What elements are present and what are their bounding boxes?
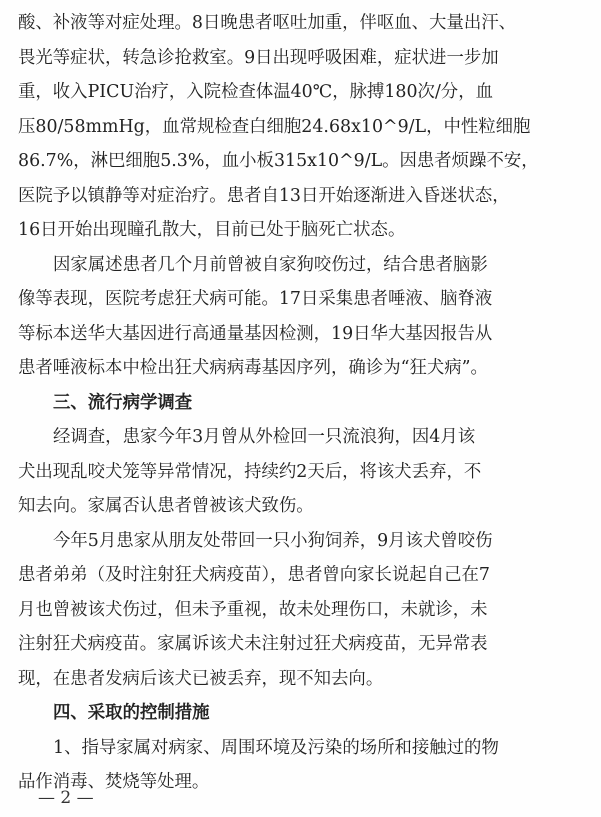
body-line: 重，收入PICU治疗，入院检查体温40℃，脉搏180次/分，血 [18,82,493,102]
paragraph-start-line: 今年5月患家从朋友处带回一只小狗饲养，9月该犬曾咬伤 [53,530,493,551]
body-line: 16日开始出现瞳孔散大，目前已处于脑死亡状态。 [18,220,406,240]
body-line: 酸、补液等对症处理。8日晚患者呕吐加重，伴呕血、大量出汗、 [18,13,517,33]
body-line: 压80/58mmHg，血常规检查白细胞24.68x10^9/L，中性粒细胞 [18,116,531,137]
body-line: 等标本送华大基因进行高通量基因检测，19日华大基因报告从 [18,323,493,344]
body-line: 品作消毒、焚烧等处理。 [18,772,210,792]
body-line: 医院予以镇静等对症治疗。患者自13日开始逐渐进入昏迷状态， [18,185,510,206]
section-heading-control-measures: 四、采取的控制措施 [53,703,210,723]
body-line: 患者唾液标本中检出狂犬病病毒基因序列，确诊为“狂犬病”。 [18,358,488,378]
document-body [18,6,590,800]
body-line: 犬出现乱咬犬笼等异常情况，持续约2天后，将该犬丢弃，不 [18,461,482,482]
page-number: — 2 — [38,788,94,808]
body-line: 知去向。家属否认患者曾被该犬致伤。 [18,496,314,516]
section-heading-epidemiology: 三、流行病学调查 [53,392,193,413]
body-line: 畏光等症状，转急诊抢救室。9日出现呼吸困难，症状进一步加 [18,47,499,68]
body-line: 现，在患者发病后该犬已被丢弃，现不知去向。 [18,668,384,689]
paragraph-start-line: 1、指导家属对病家、周围环境及污染的场所和接触过的物 [53,737,499,758]
paragraph-start-line: 经调查，患家今年3月曾从外检回一只流浪狗，因4月该 [53,427,476,447]
body-line: 像等表现，医院考虑狂犬病可能。17日采集患者唾液、脑脊液 [18,289,493,309]
body-line: 注射狂犬病疫苗。家属诉该犬未注射过狂犬病疫苗，无异常表 [18,634,488,654]
body-line: 86.7%，淋巴细胞5.3%，血小板315x10^9/L。因患者烦躁不安， [18,151,539,171]
body-line: 月也曾被该犬伤过，但未予重视，故未处理伤口，未就诊，未 [18,599,488,620]
paragraph-start-line: 因家属述患者几个月前曾被自家狗咬伤过，结合患者脑影 [53,254,488,275]
body-line: 患者弟弟（及时注射狂犬病疫苗），患者曾向家长说起自己在7 [18,565,490,585]
